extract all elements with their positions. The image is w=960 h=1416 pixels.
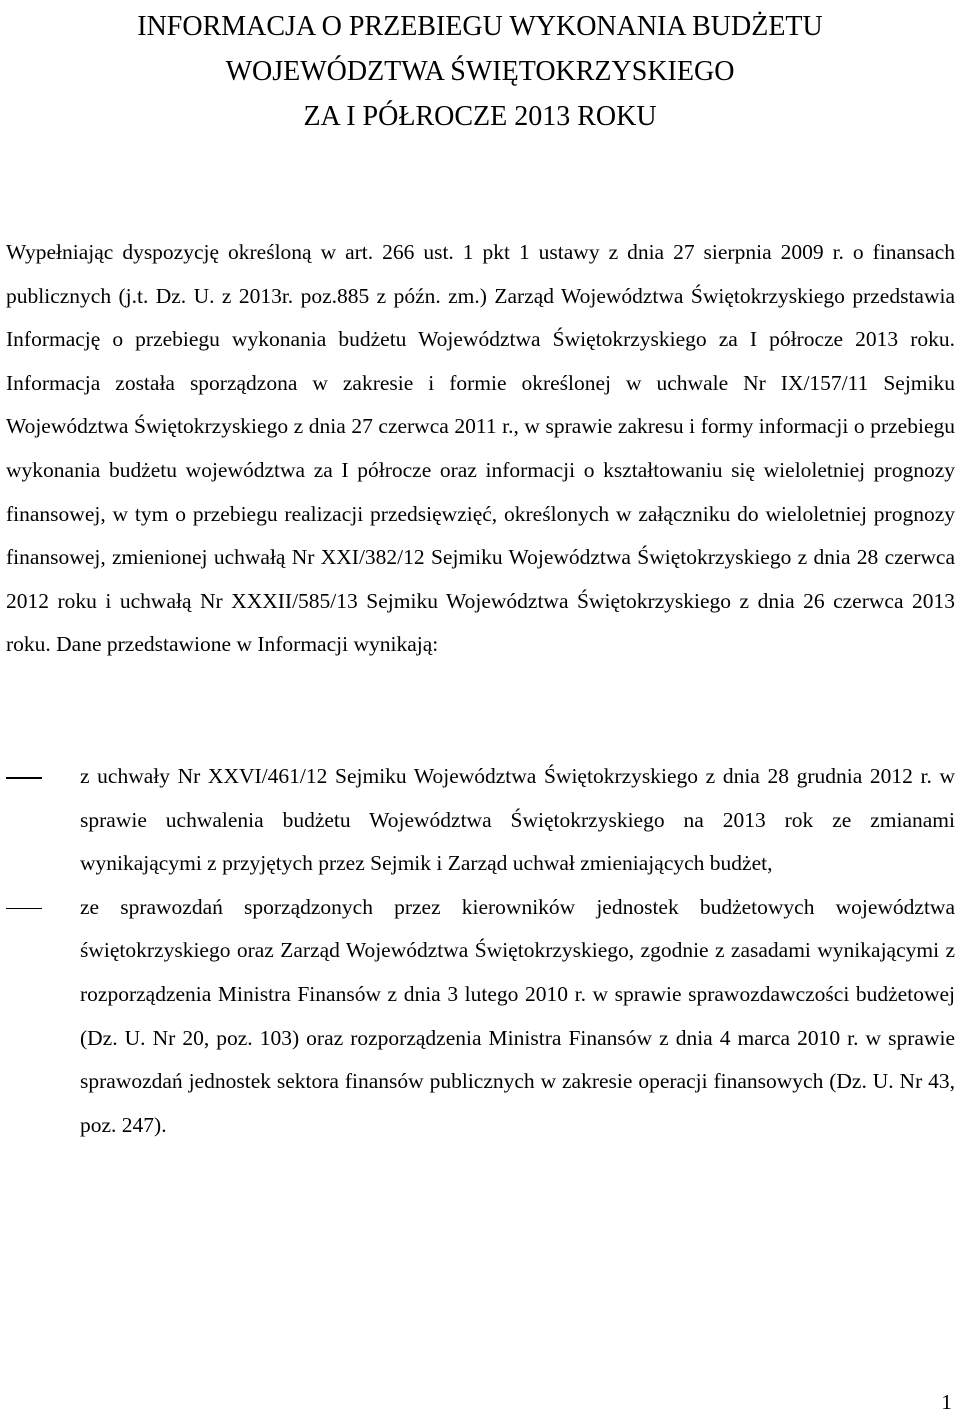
title-line-3: ZA I PÓŁROCZE 2013 ROKU (303, 101, 657, 132)
dash-bullet-icon (6, 755, 46, 799)
intro-paragraph: Wypełniając dyspozycję określoną w art. 266 ust. 1 pkt 1 ustawy z dnia 27 sierpnia 2009 r. o finansach publicznych (j.t. Dz. U. z 2013r. poz.885 z późn. zm.) Zarząd Województwa Świętokrzyskiego przedstawia Informację o przebiegu wykonania budżetu Województwa Świętokrzyskiego za I półrocze 2013 roku. Informacja została sporządzona w zakresie i formie określonej w uchwale Nr IX/157/11 Sejmiku Województwa Świętokrzyskiego z dnia 27 czerwca 2011 r., w sprawie zakresu i formy informacji o przebiegu wykonania budżetu województwa za I półrocze oraz informacji o kształtowaniu się wieloletniej prognozy finansowej, w tym o przebiegu realizacji przedsięwzięć, określonych w załączniku do wieloletniej prognozy finansowej, zmienionej uchwałą Nr XXI/382/12 Sejmiku Województwa Świętokrzyskiego z dnia 28 czerwca 2012 roku i uchwałą Nr XXXII/585/13 Sejmiku Województwa Świętokrzyskiego z dnia 26 czerwca 2013 roku. Dane przedstawione w Informacji wynikają: (6, 240, 955, 657)
list-item (6, 755, 955, 886)
list-item-text: z uchwały Nr XXVI/461/12 Sejmiku Województwa Świętokrzyskiego z dnia 28 grudnia 2012 r. w sprawie uchwalenia budżetu Województwa Świętokrzyskiego na 2013 rok ze zmianami wynikającymi z przyjętych przez Sejmik i Zarząd uchwał zmieniających budżet, (80, 764, 955, 876)
list-item (6, 886, 955, 1148)
document-title (0, 4, 960, 139)
title-line-2: WOJEWÓDZTWA ŚWIĘTOKRZYSKIEGO (225, 56, 735, 87)
page-number: 1 (941, 1390, 952, 1414)
source-list (6, 755, 955, 1147)
title-line-1: INFORMACJA O PRZEBIEGU WYKONANIA BUDŻETU (137, 11, 823, 42)
dash-bullet-icon (6, 886, 46, 930)
list-item-text: ze sprawozdań sporządzonych przez kierowników jednostek budżetowych województwa świętokrzyskiego oraz Zarząd Województwa Świętokrzyskiego, zgodnie z zasadami wynikającymi z rozporządzenia Ministra Finansów z dnia 3 lutego 2010 r. w sprawie sprawozdawczości budżetowej (Dz. U. Nr 20, poz. 103) oraz rozporządzenia Ministra Finansów z dnia 4 marca 2010 r. w sprawie sprawozdań jednostek sektora finansów publicznych w zakresie operacji finansowych (Dz. U. Nr 43, poz. 247). (80, 894, 955, 1137)
